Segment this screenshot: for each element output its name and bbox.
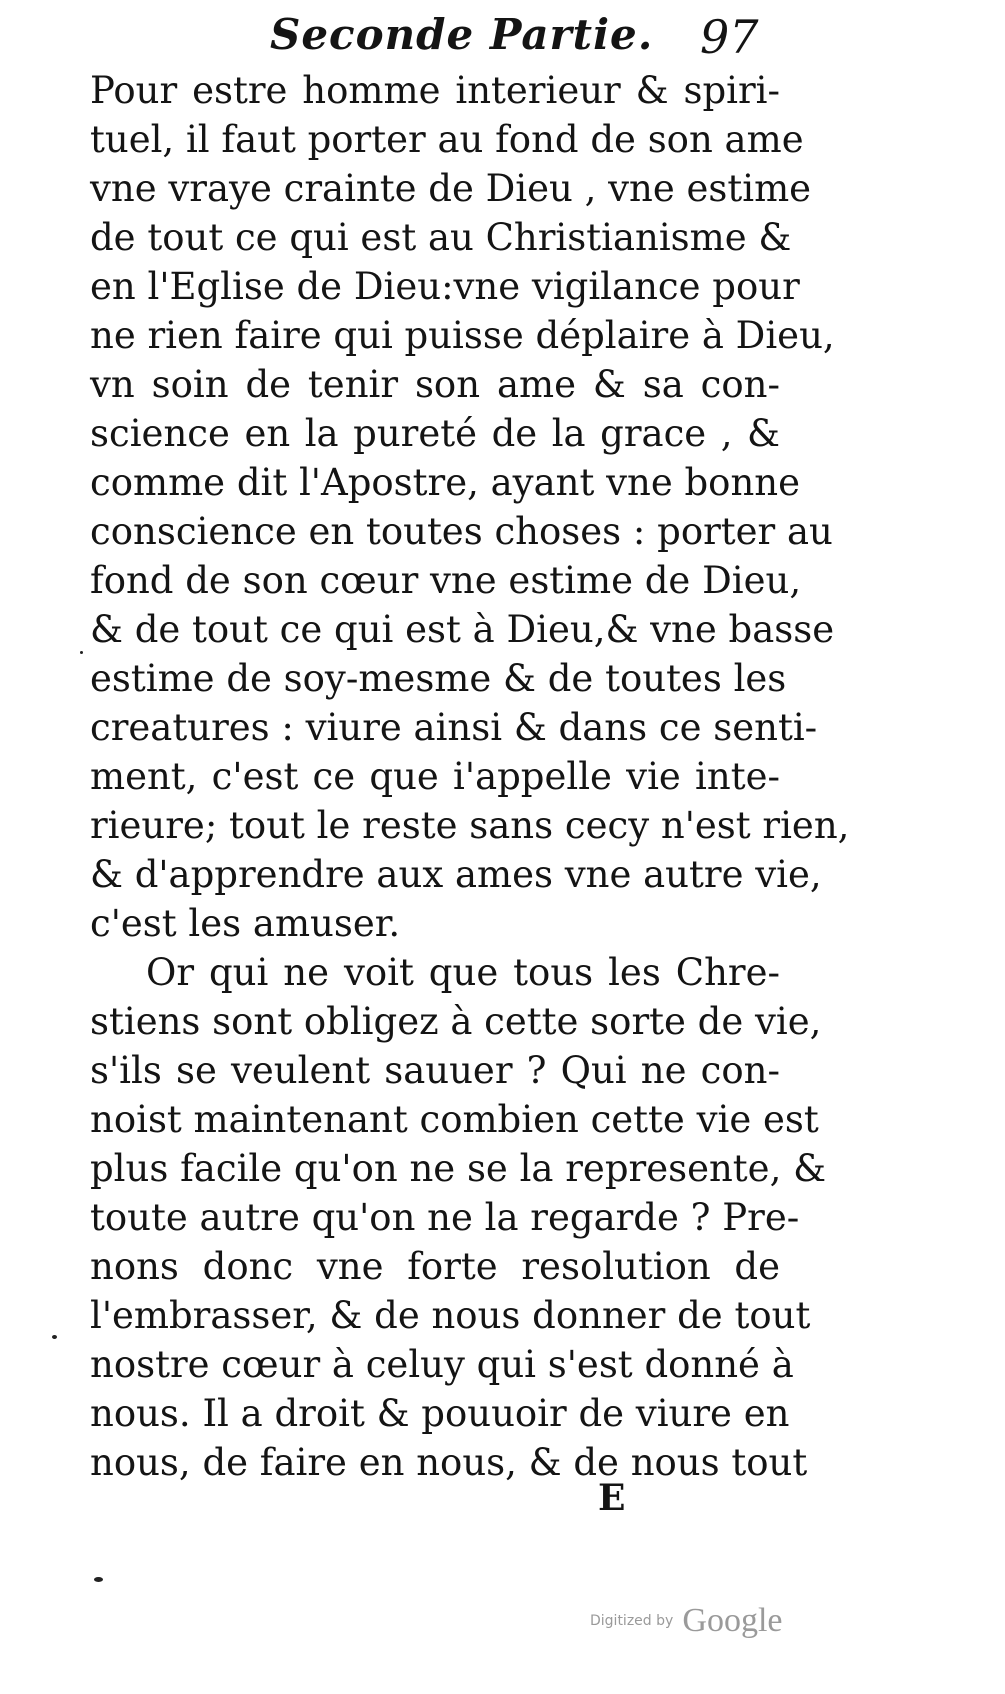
text-line: & d'apprendre aux ames vne autre vie, [90, 853, 822, 896]
text-line: creatures : viure ainsi & dans ce senti- [90, 706, 818, 749]
google-logo: Google [682, 1602, 783, 1639]
text-line: ment, c'est ce que i'appelle vie inte- [90, 755, 780, 798]
text-line: plus facile qu'on ne se la represente, & [90, 1147, 827, 1190]
text-line: estime de soy-mesme & de toutes les [90, 657, 787, 700]
text-line: c'est les amuser. [90, 902, 401, 945]
text-line: vn soin de tenir son ame & sa con- [90, 363, 780, 406]
text-line: tuel, il faut porter au fond de son ame [90, 118, 804, 161]
text-line: fond de son cœur vne estime de Dieu, [90, 559, 802, 602]
text-line: de tout ce qui est au Christianisme & [90, 216, 792, 259]
text-line: toute autre qu'on ne la regarde ? Pre- [90, 1196, 800, 1239]
watermark-prefix: Digitized by [590, 1613, 674, 1629]
text-line: s'ils se veulent sauuer ? Qui ne con- [90, 1049, 780, 1092]
text-line: nous. Il a droit & pouuoir de viure en [90, 1392, 790, 1435]
paragraph-1 [90, 66, 850, 948]
text-line: nous, de faire en nous, & de nous tout [90, 1441, 808, 1484]
text-line: science en la pureté de la grace , & [90, 412, 780, 455]
signature-mark: E [598, 1477, 626, 1519]
paragraph-2 [90, 948, 827, 1487]
text-line: rieure; tout le reste sans cecy n'est rien, [90, 804, 850, 847]
text-line: ne rien faire qui puisse déplaire à Dieu, [90, 314, 835, 357]
text-line: nons donc vne forte resolution de [90, 1245, 780, 1288]
text-line: Pour estre homme interieur & spiri- [90, 69, 780, 112]
text-line: stiens sont obligez à cette sorte de vie, [90, 1000, 822, 1043]
text-line: en l'Eglise de Dieu:vne vigilance pour [90, 265, 800, 308]
text-line: Or qui ne voit que tous les Chre- [146, 951, 780, 994]
scan-speck [80, 651, 83, 654]
digitization-watermark [590, 1602, 782, 1640]
text-line: & de tout ce qui est à Dieu,& vne basse [90, 608, 835, 651]
running-head: Seconde Partie. [270, 10, 654, 59]
page-number: 97 [700, 10, 759, 64]
text-line: l'embrasser, & de nous donner de tout [90, 1294, 811, 1337]
text-line: nostre cœur à celuy qui s'est donné à [90, 1343, 794, 1386]
body-text [90, 66, 850, 1487]
text-line: vne vraye crainte de Dieu , vne estime [90, 167, 812, 210]
text-line: comme dit l'Apostre, ayant vne bonne [90, 461, 801, 504]
text-line: noist maintenant combien cette vie est [90, 1098, 819, 1141]
scan-speck [94, 1577, 103, 1582]
text-line: conscience en toutes choses : porter au [90, 510, 833, 553]
scan-speck [52, 1335, 57, 1339]
